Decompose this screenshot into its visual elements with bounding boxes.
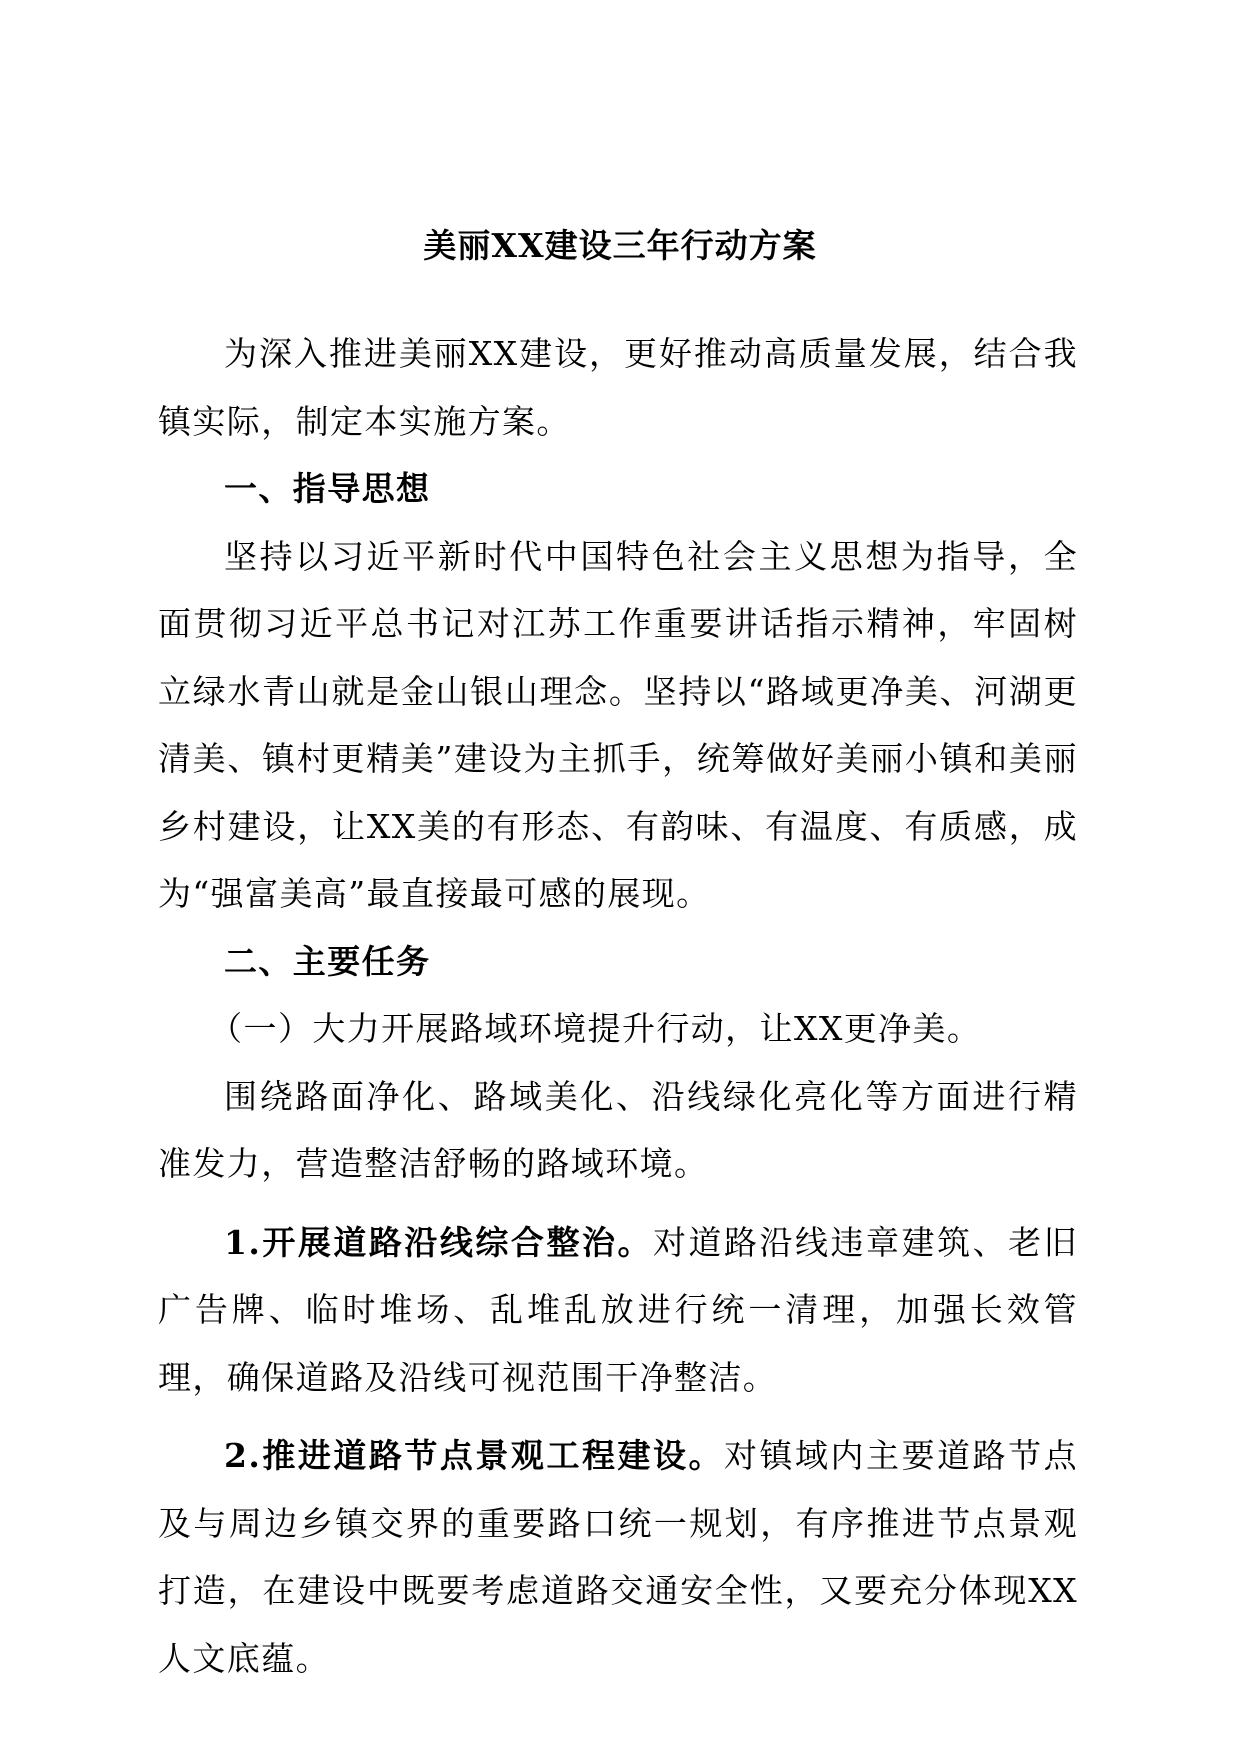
- document-title: 美丽XX建设三年行动方案: [423, 226, 817, 265]
- task-item-1-lead: 1.开展道路沿线综合整治。: [224, 1222, 653, 1262]
- task-item-2-lead: 2.推进道路节点景观工程建设。: [224, 1436, 725, 1475]
- subsection-heading-road-environment: （一）大力开展路域环境提升行动，让XX更净美。: [209, 1009, 982, 1048]
- guiding-ideology-paragraph: 坚持以习近平新时代中国特色社会主义思想为指导，全面贯彻习近平总书记对江苏工作重要讲话指示精神，牢固树立绿水青山就是金山银山理念。坚持以“路域更净美、河湖更清美、镇村更精美”建设为主抓手，统筹做好美丽小镇和美丽乡村建设，让XX美的有形态、有韵味、有温度、有质感，成为“强富美高”最直接最可感的展现。: [158, 536, 1078, 913]
- section-heading-main-tasks: 二、主要任务: [224, 941, 431, 981]
- road-environment-paragraph: 围绕路面净化、路域美化、沿线绿化亮化等方面进行精准发力，营造整洁舒畅的路域环境。: [158, 1076, 1078, 1183]
- document-body: [158, 320, 1078, 1692]
- task-item-2-text: 对镇域内主要道路节点及与周边乡镇交界的重要路口统一规划，有序推进节点景观打造，在建设中既要考虑道路交通安全性，又要充分体现XX人文底蕴。: [158, 1436, 1079, 1678]
- task-item-1-text: 对道路沿线违章建筑、老旧广告牌、临时堆场、乱堆乱放进行统一清理，加强长效管理，确保道路及沿线可视范围干净整洁。: [158, 1222, 1078, 1397]
- section-heading-guiding-ideology: 一、指导思想: [224, 469, 431, 508]
- task-item-1: [158, 1209, 1078, 1412]
- task-item-2: [158, 1422, 1078, 1692]
- intro-paragraph: 为深入推进美丽XX建设，更好推动高质量发展，结合我镇实际，制定本实施方案。: [158, 334, 1078, 441]
